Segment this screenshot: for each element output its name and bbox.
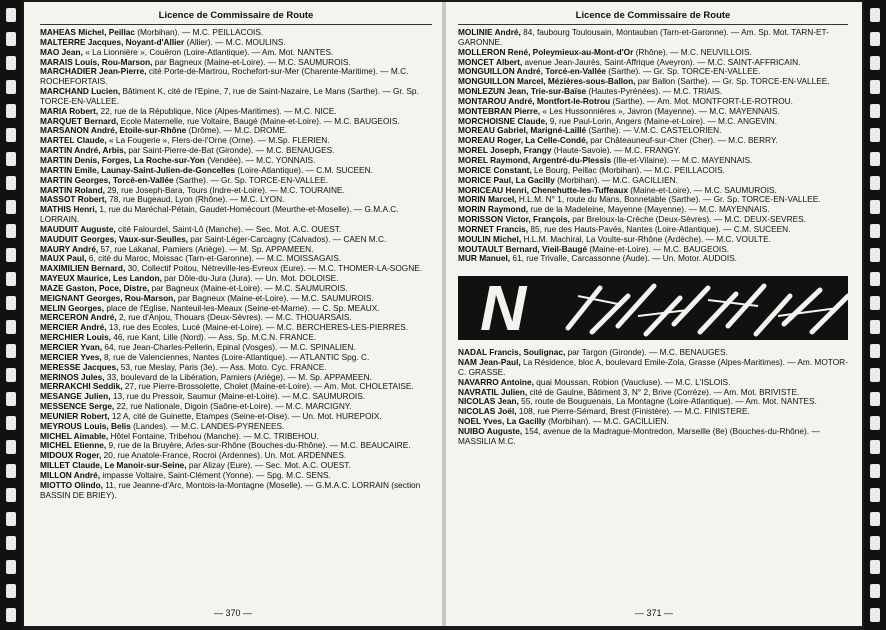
entry-name: MOLLERON René, Poleymieux-au-Mont-d'Or xyxy=(458,46,634,57)
right-page xyxy=(446,2,862,626)
entry-name: MAHEAS Michel, Peillac xyxy=(40,27,135,37)
entry-details: (Morbihan). — M.C. GACILLIEN. xyxy=(545,416,669,427)
entry-name: NAVARRO Antoine, xyxy=(458,376,534,387)
entry-details: par Bagneux (Maine-et-Loire). — M.C. SAUMUROIS. xyxy=(149,282,348,293)
entry-name: NOEL Yves, La Gacilly xyxy=(458,416,546,427)
sprocket-hole xyxy=(870,56,880,70)
section-banner xyxy=(458,276,848,340)
entry-name: MICHEL Etienne, xyxy=(40,440,107,451)
entry-details: Le Bourg, Peillac (Morbihan). — M.C. PEILLACOIS. xyxy=(531,164,725,175)
sprocket-hole xyxy=(870,392,880,406)
entry-name: MIOTTO Olindo, xyxy=(40,479,103,490)
entry-details: 22, rue de la République, Nice (Alpes-Maritimes). — M.C. NICE. xyxy=(98,105,337,116)
entry-name: MONTAROU André, Montfort-le-Rotrou xyxy=(458,95,611,106)
entry-details: par Châteauneuf-sur-Cher (Cher). — M.C. BERRY. xyxy=(588,135,778,146)
entry-name: MARSANON André, Etoile-sur-Rhône xyxy=(40,125,187,136)
entry-name: MAUX Paul, xyxy=(40,253,87,264)
sprocket-hole xyxy=(870,104,880,118)
entry-details: (Vendée). — M.C. YONNAIS. xyxy=(204,154,316,165)
entry-name: MARAIS Louis, Rou-Marson, xyxy=(40,56,153,67)
film-strip-right xyxy=(864,0,886,630)
directory-entry xyxy=(458,254,848,264)
entry-details: (Allier). — M.C. MOULINS. xyxy=(184,36,286,47)
page-number: — 371 — xyxy=(634,608,674,618)
entry-name: MELIN Georges, xyxy=(40,302,105,313)
entry-name: MORIN Marcel, xyxy=(458,194,517,205)
entry-details: par Bagneux (Maine-et-Loire). — M.C. SAUMUROIS. xyxy=(175,292,374,303)
sprocket-hole xyxy=(870,8,880,22)
entry-name: MARIA Robert, xyxy=(40,105,99,116)
entry-details: La Résidence, bloc A, boulevard Emile-Zola, Grasse (Alpes-Maritimes). — Am. MOTOR-C. GRASSE. xyxy=(458,357,848,377)
entry-details: 2, rue d'Anjou, Thouars (Deux-Sèvres). — M.C. THOUARSAIS. xyxy=(116,312,352,323)
sprocket-hole xyxy=(870,248,880,262)
entry-name: MAURY André, xyxy=(40,243,99,254)
entry-list xyxy=(458,28,848,264)
sprocket-hole xyxy=(6,8,16,22)
entry-name: MAUDUIT Auguste, xyxy=(40,223,116,234)
sprocket-hole xyxy=(6,320,16,334)
entry-details: 108, rue Pierre-Sémard, Brest (Finistère). — M.C. FINISTERE. xyxy=(516,406,750,417)
entry-details: H.L.M. Machiral, La Voulte-sur-Rhône (Ardèche). — M.C. VOULTE. xyxy=(521,233,771,244)
entry-name: MERRAKCHI Seddik, xyxy=(40,381,123,392)
entry-name: MONCET Albert, xyxy=(458,56,523,67)
entry-details: « La Lionnière », Couëron (Loire-Atlantique). — Am. Mot. NANTES. xyxy=(82,46,334,57)
entry-name: MUR Manuel, xyxy=(458,253,511,264)
entry-details: par Alizay (Eure). — Sec. Mot. A.C. OUEST. xyxy=(186,460,351,471)
sprocket-hole xyxy=(6,344,16,358)
entry-name: MALTERRE Jacques, Noyant-d'Allier xyxy=(40,36,185,47)
entry-details: 55, route de Bouguenais, La Montagne (Loire-Atlantique). — Am. Mot. NANTES. xyxy=(518,396,817,407)
entry-details: (Sarthe). — Gr. Sp. TORCE-EN-VALLEE. xyxy=(605,66,761,77)
entry-name: MORNET Francis, xyxy=(458,223,529,234)
entry-name: MERESSE Jacques, xyxy=(40,361,119,372)
entry-details: (Maine-et-Loire). — M.C. BAUGEOIS. xyxy=(587,243,730,254)
entry-name: MAUDUIT Georges, Vaux-sur-Seulles, xyxy=(40,233,188,244)
entry-details: « La Fougerie », Flers-de-l'Orne (Orne). — M.Sp. FLERIEN. xyxy=(106,135,330,146)
sprocket-hole xyxy=(6,512,16,526)
entry-details: H.L.M. N° 1, route du Mans, Bonnetable (Sarthe). — Gr. Sp. TORCE-EN-VALLEE. xyxy=(516,194,821,205)
sprocket-hole xyxy=(870,80,880,94)
entry-name: MONLEZUN Jean, Trie-sur-Baïse xyxy=(458,86,587,97)
sprocket-hole xyxy=(870,224,880,238)
sprocket-hole xyxy=(6,464,16,478)
entry-name: MOREL Raymond, Argentré-du-Plessis xyxy=(458,154,612,165)
sprocket-hole xyxy=(870,464,880,478)
entry-name: MESANGE Julien, xyxy=(40,391,111,402)
sprocket-hole xyxy=(870,368,880,382)
entry-details: place de l'Eglise, Nanteuil-les-Meaux (Seine-et-Marne). — C. Sp. MEAUX. xyxy=(104,302,380,313)
sprocket-hole xyxy=(870,320,880,334)
sprocket-hole xyxy=(6,584,16,598)
directory-entry xyxy=(458,28,848,48)
entry-details: Hôtel Fontaine, Tribehou (Manche). — M.C. TRIBEHOU. xyxy=(108,430,319,441)
entry-name: MIDOUX Roger, xyxy=(40,450,102,461)
entry-name: MILLET Claude, Le Manoir-sur-Seine, xyxy=(40,460,187,471)
entry-details: 53, rue Meslay, Paris (3e). — Ass. Moto. Cyc. FRANCE. xyxy=(118,361,327,372)
sprocket-hole xyxy=(6,224,16,238)
entry-details: (Rhône). — M.C. NEUVILLOIS. xyxy=(633,46,752,57)
entry-details: 57, rue Lakanal, Pamiers (Ariège). — M. Sp. APPAMEEN. xyxy=(98,243,314,254)
entry-details: 84, faubourg Toulousain, Montauban (Tarn-et-Garonne). — Am. Sp. Mot. TARN-ET-GARONNE. xyxy=(458,27,829,47)
entry-name: NICOLAS Jean, xyxy=(458,396,519,407)
entry-name: MORISSON Victor, François, xyxy=(458,214,570,225)
entry-name: MARTIN Emile, Launay-Saint-Julien-de-Goncelles xyxy=(40,164,236,175)
entry-details: par Targon (Gironde). — M.C. BENAUGES. xyxy=(565,347,728,358)
film-strip-left xyxy=(0,0,22,630)
entry-details: cité Falourdel, Saint-Lô (Manche). — Sec. Mot. A.C. OUEST. xyxy=(115,223,342,234)
entry-details: 78, rue Bugeaud, Lyon (Rhône). — M.C. LYON. xyxy=(106,194,285,205)
entry-details: cité Porte-de-Martrou, Rochefort-sur-Mer (Charente-Maritime). — M.C. ROCHEFORTAIS. xyxy=(40,66,409,87)
entry-name: MERCHIER Louis, xyxy=(40,332,111,343)
entry-name: MERINOS Jules, xyxy=(40,371,105,382)
entry-name: MEYROUS Louis, Belis xyxy=(40,420,131,431)
entry-name: MARCHAND Lucien, xyxy=(40,86,121,97)
entry-details: cité de Gaulne, Bâtiment 3, N° 2, Brive (Corrèze). — Am. Mot. BRIVISTE. xyxy=(527,386,800,397)
sprocket-hole xyxy=(870,152,880,166)
entry-details: par Ballon (Sarthe). — Gr. Sp. TORCE-EN-VALLEE. xyxy=(635,76,830,87)
entry-name: MAO Jean, xyxy=(40,46,83,57)
directory-entry xyxy=(40,87,432,107)
sprocket-hole xyxy=(6,536,16,550)
entry-details: par Breloux-la-Crèche (Deux-Sèvres). — M.C. DEUX-SEVRES. xyxy=(569,214,806,225)
entry-name: NADAL Francis, Soulignac, xyxy=(458,347,566,358)
entry-name: MONGUILLON Marcel, Mézières-sous-Ballon, xyxy=(458,76,636,87)
entry-name: MARTEL Claude, xyxy=(40,135,107,146)
sprocket-hole xyxy=(870,512,880,526)
sprocket-hole xyxy=(6,152,16,166)
sprocket-hole xyxy=(6,248,16,262)
entry-name: NUIBO Auguste, xyxy=(458,426,523,436)
sprocket-hole xyxy=(870,296,880,310)
entry-name: MOREAU Gabriel, Marigné-Laillé xyxy=(458,125,587,136)
entry-details: (Haute-Savoie). — M.C. FRANGY. xyxy=(551,145,681,156)
entry-details: 20, rue Anatole-France, Rocroi (Ardennes). Un. Mot. ARDENNES. xyxy=(101,450,347,461)
banner-decoration xyxy=(558,276,848,340)
sprocket-hole xyxy=(6,32,16,46)
entry-name: MONTEBRAN Pierre, xyxy=(458,105,541,116)
entry-name: MAXIMILIEN Bernard, xyxy=(40,263,126,274)
sprocket-hole xyxy=(6,176,16,190)
sprocket-hole xyxy=(870,416,880,430)
entry-details: (Sarthe). — Am. Mot. MONTFORT-LE-ROTROU. xyxy=(610,95,793,106)
entry-name: MARTIN Denis, Forges, La Roche-sur-Yon xyxy=(40,154,205,165)
entry-details: (Drôme). — M.C. DROME. xyxy=(186,125,288,136)
sprocket-hole xyxy=(870,32,880,46)
entry-name: MEIGNANT Georges, Rou-Marson, xyxy=(40,292,176,303)
page-header: Licence de Commissaire de Route xyxy=(458,10,848,25)
entry-name: MERCIER Yvan, xyxy=(40,342,103,352)
entry-details: (Hautes-Pyrénées). — M.C. TRIAIS. xyxy=(586,86,723,97)
entry-details: 46, rue Kant, Lille (Nord). — Ass. Sp. M.C.N. FRANCE. xyxy=(111,332,317,343)
page-header: Licence de Commissaire de Route xyxy=(40,10,432,25)
entry-name: MAZE Gaston, Poce, Distre, xyxy=(40,282,150,293)
entry-name: MERCERON André, xyxy=(40,312,117,323)
sprocket-hole xyxy=(870,584,880,598)
entry-name: MARQUET Bernard, xyxy=(40,115,119,126)
sprocket-hole xyxy=(6,392,16,406)
entry-name: MORICE Constant, xyxy=(458,164,532,175)
entry-name: MESSENCE Serge, xyxy=(40,401,115,412)
entry-name: MERCIER André, xyxy=(40,322,107,333)
entry-details: 33, boulevard de la Libération, Pamiers (Ariège). — M. Sp. APPAMEEN. xyxy=(104,371,372,382)
sprocket-hole xyxy=(6,128,16,142)
entry-details: 29, rue Joseph-Bara, Tours (Indre-et-Loire). — M.C. TOURAINE. xyxy=(105,184,345,195)
entry-details: (Loire-Atlantique). — C.M. SUCEEN. xyxy=(235,164,373,175)
entry-details: (Landes). — M.C. LANDES-PYRENEES. xyxy=(130,420,285,431)
entry-details: Bâtiment K, cité de l'Epine, 7, rue de Saint-Nazaire, Le Mans (Sarthe). — Gr. Sp. TORCE-EN-VALLEE. xyxy=(40,86,419,106)
entry-details: (Sarthe). — Gr. Sp. TORCE-EN-VALLEE. xyxy=(173,174,329,185)
entry-name: MERCIER Yves, xyxy=(40,351,102,362)
entry-name: MILLON André, xyxy=(40,469,101,480)
entry-details: 27, rue Pierre-Brossolette, Cholet (Maine-et-Loire). — Am. Mot. CHOLETAISE. xyxy=(122,381,414,392)
entry-name: MOUTAULT Bernard, Vieil-Baugé xyxy=(458,243,588,254)
entry-details: 154, avenue de la Madrague-Montredon, Marseille (8e) (Bouches-du-Rhône). — MASSILIA M.C. xyxy=(458,426,820,446)
directory-entry xyxy=(40,67,432,87)
sprocket-hole xyxy=(6,200,16,214)
entry-name: MICHEL Aimable, xyxy=(40,430,109,441)
entry-details: 13, rue des Ecoles, Lucé (Maine-et-Loire). — M.C. BERCHERES-LES-PIERRES. xyxy=(106,322,409,333)
entry-details: par Saint-Léger-Carcagny (Calvados). — CAEN M.C. xyxy=(188,233,387,244)
sprocket-hole xyxy=(6,440,16,454)
entry-details: 8, rue de Valenciennes, Nantes (Loire-Atlantique). — ATLANTIC Spg. C. xyxy=(101,351,370,362)
entry-details: impasse Voltaire, Saint-Clément (Yonne). — Spg. M.C. SENS. xyxy=(100,469,331,480)
entry-details: par Dôle-du-Jura (Jura). — Un. Mot. DOLOISE. xyxy=(161,273,339,284)
entry-details: 9, rue de la Bruyère, Arles-sur-Rhône (Bouches-du-Rhône). — M.C. BEAUCAIRE. xyxy=(106,440,411,451)
entry-details: (Morbihan). — M.C. PEILLACOIS. xyxy=(134,27,264,37)
sprocket-hole xyxy=(870,440,880,454)
entry-name: MORCHOISNE Claude, xyxy=(458,115,548,126)
entry-details: (Ille-et-Vilaine). — M.C. MAYENNAIS. xyxy=(611,154,753,165)
entry-name: MONGUILLON André, Torcé-en-Vallée xyxy=(458,66,606,77)
entry-name: MATHIS Henri, xyxy=(40,204,98,215)
entry-name: MOLINIE André, xyxy=(458,27,521,37)
entry-name: MAYEUX Maurice, Les Landon, xyxy=(40,273,162,284)
entry-details: 13, rue du Pressoir, Saumur (Maine-et-Loire). — M.C. SAUMUROIS. xyxy=(110,391,366,402)
entry-name: MASSOT Robert, xyxy=(40,194,107,205)
sprocket-hole xyxy=(6,80,16,94)
sprocket-hole xyxy=(6,296,16,310)
sprocket-hole xyxy=(870,176,880,190)
entry-details: par Bagneux (Maine-et-Loire). — M.C. SAUMUROIS. xyxy=(152,56,351,67)
sprocket-hole xyxy=(870,608,880,622)
entry-name: MARTIN Roland, xyxy=(40,184,105,195)
sprocket-hole xyxy=(870,128,880,142)
entry-details: 64, rue Jean-Charles-Pellerin, Epinal (Vosges). — M.C. SPINALIEN. xyxy=(102,342,356,352)
sprocket-hole xyxy=(870,488,880,502)
entry-name: MOULIN Michel, xyxy=(458,233,522,244)
sprocket-hole xyxy=(870,560,880,574)
sprocket-hole xyxy=(6,368,16,382)
entry-details: 22, rue Nationale, Digoin (Saône-et-Loire). — M.C. MARCIGNY. xyxy=(114,401,352,412)
entry-name: MOREAU Roger, La Celle-Condé, xyxy=(458,135,588,146)
directory-entry xyxy=(458,427,848,447)
sprocket-hole xyxy=(870,344,880,358)
sprocket-hole xyxy=(870,272,880,286)
entry-name: NAVRATIL Julien, xyxy=(458,386,528,397)
directory-entry xyxy=(40,481,432,501)
entry-details: (Maine-et-Loire). — M.C. SAUMUROIS. xyxy=(627,184,777,195)
sprocket-hole xyxy=(6,608,16,622)
entry-details: (Sarthe). — V.M.C. CASTELORIEN. xyxy=(586,125,722,136)
entry-list-n xyxy=(458,348,848,446)
entry-details: 9, rue Paul-Lorin, Angers (Maine-et-Loire). — M.C. ANGEVIN. xyxy=(547,115,778,126)
entry-name: MORICE Paul, La Gacilly xyxy=(458,174,555,185)
sprocket-hole xyxy=(6,416,16,430)
entry-name: MORICEAU Henri, Chenehutte-les-Tuffeaux xyxy=(458,184,628,195)
sprocket-hole xyxy=(6,488,16,502)
entry-name: MOREL Joseph, Frangy xyxy=(458,145,552,156)
entry-details: quai Moussan, Robion (Vaucluse). — M.C. L'ISLOIS. xyxy=(533,376,731,387)
directory-entry xyxy=(40,205,432,225)
entry-name: MARCHADIER Jean-Pierre, xyxy=(40,66,147,77)
entry-details: par Saint-Pierre-de-Bat (Gironde). — M.C. BENAUGES. xyxy=(126,145,335,156)
sprocket-hole xyxy=(6,560,16,574)
entry-details: 12 A, cité de Guinette, Etampes (Seine-et-Oise). — Un. Mot. HUREPOIX. xyxy=(109,410,382,421)
page-number: — 370 — xyxy=(213,608,253,618)
sprocket-hole xyxy=(870,200,880,214)
sprocket-hole xyxy=(870,536,880,550)
entry-name: MORIN Raymond, xyxy=(458,204,529,215)
entry-details: 1, rue du Maréchal-Pétain, Gaudet-Homécourt (Meurthe-et-Moselle). — G.M.A.C. LORRAIN. xyxy=(40,204,399,225)
entry-details: 61, rue Trivalle, Carcassonne (Aude). — Un. Motor. AUDOIS. xyxy=(510,253,737,264)
sprocket-hole xyxy=(6,104,16,118)
entry-details: (Morbihan). — M.C. GACILLIEN. xyxy=(554,174,678,185)
entry-name: MARTIN André, Arbis, xyxy=(40,145,127,156)
entry-details: avenue Jean-Jaurès, Saint-Affrique (Aveyron). — M.C. SAINT-AFFRICAIN. xyxy=(522,56,801,67)
entry-details: 30, Collectif Poitou, Nétreville-les-Evreux (Eure). — M.C. THOMER-LA-SOGNE. xyxy=(125,263,423,274)
entry-name: MEUNIER Robert, xyxy=(40,410,110,421)
entry-details: Ecole Maternelle, rue Voltaire, Baugé (Maine-et-Loire). — M.C. BAUGEOIS. xyxy=(118,115,400,126)
entry-name: NAM Jean-Paul, xyxy=(458,357,521,368)
entry-name: MARTIN Georges, Torcé-en-Vallée xyxy=(40,174,174,185)
section-letter: N xyxy=(480,276,527,341)
entry-details: 85, rue des Hauts-Pavés, Nantes (Loire-Atlantique). — C.M. SUCEEN. xyxy=(528,223,791,234)
sprocket-hole xyxy=(6,56,16,70)
directory-entry xyxy=(458,358,848,378)
entry-list xyxy=(40,28,432,501)
entry-name: NICOLAS Joël, xyxy=(458,406,517,417)
sprocket-hole xyxy=(6,272,16,286)
left-page xyxy=(24,2,442,626)
entry-details: 6, cité du Maroc, Moissac (Tarn-et-Garonne). — M.C. MOISSAGAIS. xyxy=(86,253,342,264)
entry-details: « Les Hussonnières », Javron (Mayenne). — M.C. MAYENNAIS. xyxy=(540,105,780,116)
entry-details: rue de la Madeleine, Mayenne (Mayenne). — M.C. MAYENNAIS. xyxy=(528,204,770,215)
entry-details: 11, rue Jeanne-d'Arc, Montois-la-Montagne (Moselle). — G.M.A.C. LORRAIN (section BASSIN DE BRIEY). xyxy=(40,479,421,500)
